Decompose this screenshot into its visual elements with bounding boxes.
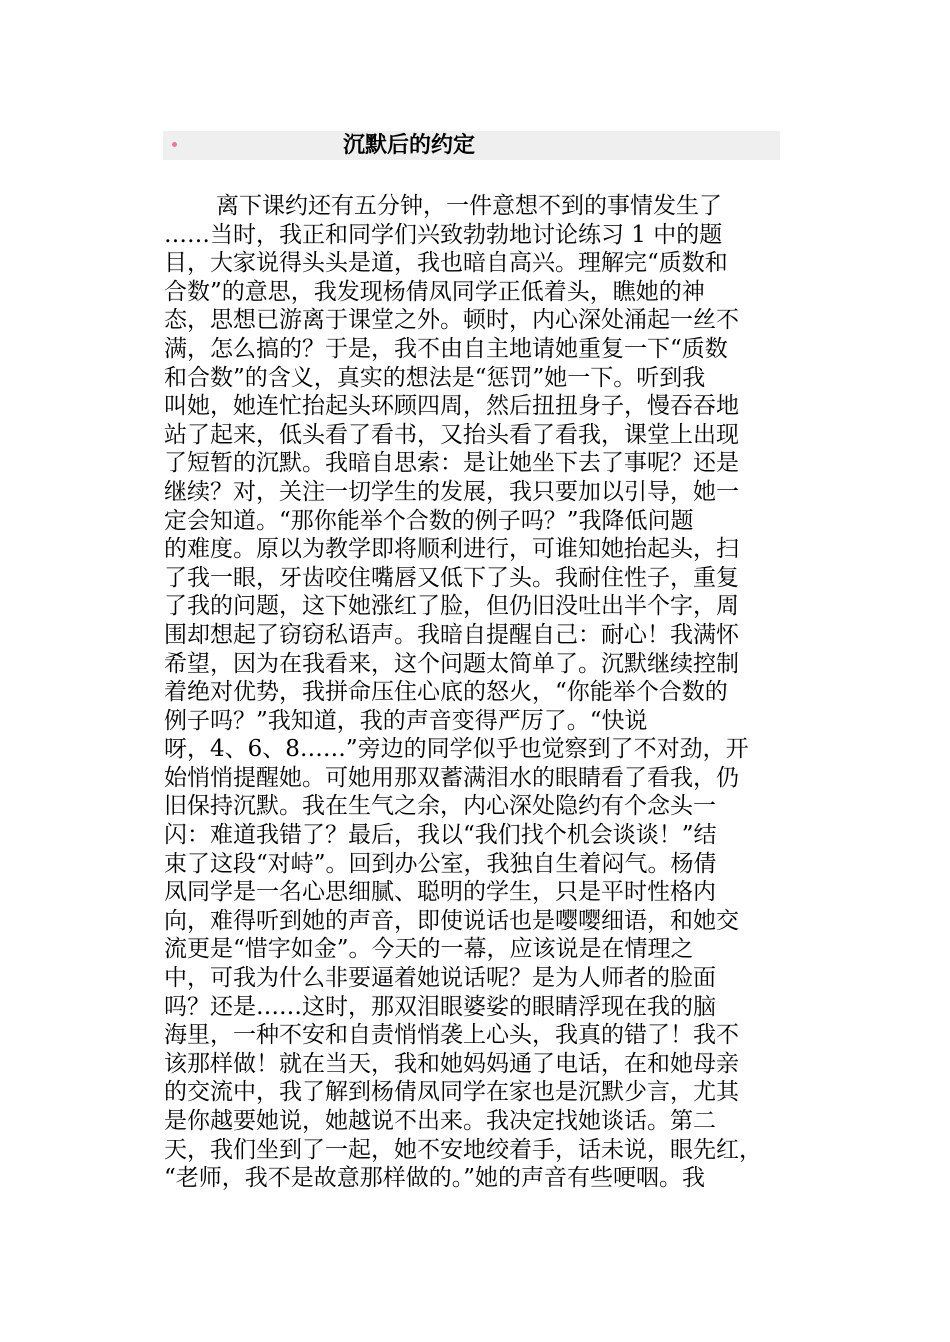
body-line: 了短暂的沉默。我暗自思索：是让她坐下去了事呢？还是 <box>164 450 739 477</box>
body-line: 是你越要她说，她越说不出来。我决定找她谈话。第二 <box>164 1108 716 1134</box>
body-line: 该那样做！就在当天，我和她妈妈通了电话，在和她母亲 <box>164 1050 739 1077</box>
bullet-dot-icon <box>172 142 177 147</box>
body-line: 叫她，她连忙抬起头环顾四周，然后扭扭身子，慢吞吞地 <box>164 393 739 420</box>
body-line: 海里，一种不安和自责悄悄袭上心头，我真的错了！我不 <box>164 1022 739 1049</box>
body-line: 态，思想已游离于课堂之外。顿时，内心深处涌起一丝不 <box>164 307 739 334</box>
body-line: 了我的问题，这下她涨红了脸，但仍旧没吐出半个字，周 <box>164 593 739 620</box>
body-line: 站了起来，低头看了看书，又抬头看了看我，课堂上出现 <box>164 421 739 448</box>
body-line: 例子吗？”我知道，我的声音变得严厉了。“快说 <box>164 707 648 734</box>
body-line: 和合数”的含义，真实的想法是“惩罚”她一下。听到我 <box>164 364 706 391</box>
body-line: 目，大家说得头头是道，我也暗自高兴。理解完“质数和 <box>164 250 728 277</box>
title-bar <box>163 131 780 160</box>
body-line: 的难度。原以为教学即将顺利进行，可谁知她抬起头，扫 <box>164 536 739 563</box>
body-line: 希望，因为在我看来，这个问题太简单了。沉默继续控制 <box>164 650 739 677</box>
body-line: 中，可我为什么非要逼着她说话呢？是为人师者的脸面 <box>164 965 716 992</box>
body-line: 离下课约还有五分钟，一件意想不到的事情发生了 <box>216 193 722 219</box>
document-title: 沉默后的约定 <box>343 132 476 158</box>
body-line: 凤同学是一名心思细腻、聪明的学生，只是平时性格内 <box>164 879 716 906</box>
body-line: 天，我们坐到了一起，她不安地绞着手，话未说，眼先红， <box>164 1136 762 1163</box>
body-line: 合数”的意思，我发现杨倩凤同学正低着头，瞧她的神 <box>164 278 705 305</box>
body-line: ……当时，我正和同学们兴致勃勃地讨论练习 1 中的题 <box>164 221 723 248</box>
body-line: “老师，我不是故意那样做的。”她的声音有些哽咽。我 <box>164 1165 706 1192</box>
body-line: 束了这段“对峙”。回到办公室，我独自生着闷气。杨倩 <box>164 850 717 877</box>
body-line: 旧保持沉默。我在生气之余，内心深处隐约有个念头一 <box>164 793 716 820</box>
body-line: 吗？还是……这时，那双泪眼婆娑的眼睛浮现在我的脑 <box>164 993 716 1020</box>
body-line: 闪：难道我错了？最后，我以“我们找个机会谈谈！”结 <box>164 822 717 849</box>
body-line: 流更是“惜字如金”。今天的一幕，应该说是在情理之 <box>164 936 694 963</box>
body-line: 呀，4、6、8……”旁边的同学似乎也觉察到了不对劲，开 <box>164 736 749 763</box>
body-line: 始悄悄提醒她。可她用那双蓄满泪水的眼睛看了看我，仍 <box>164 764 739 791</box>
body-paragraph <box>164 192 780 1193</box>
body-line: 向，难得听到她的声音，即使说话也是嘤嘤细语，和她交 <box>164 907 739 934</box>
body-line: 的交流中，我了解到杨倩凤同学在家也是沉默少言，尤其 <box>164 1079 739 1106</box>
body-line: 着绝对优势，我拼命压住心底的怒火，“你能举个合数的 <box>164 679 728 706</box>
body-line: 围却想起了窃窃私语声。我暗自提醒自己：耐心！我满怀 <box>164 621 739 648</box>
body-line: 了我一眼，牙齿咬住嘴唇又低下了头。我耐住性子，重复 <box>164 564 739 591</box>
body-line: 定会知道。“那你能举个合数的例子吗？”我降低问题 <box>164 507 694 534</box>
body-line: 继续？对，关注一切学生的发展，我只要加以引导，她一 <box>164 478 739 505</box>
body-line: 满，怎么搞的？于是，我不由自主地请她重复一下“质数 <box>164 335 728 362</box>
